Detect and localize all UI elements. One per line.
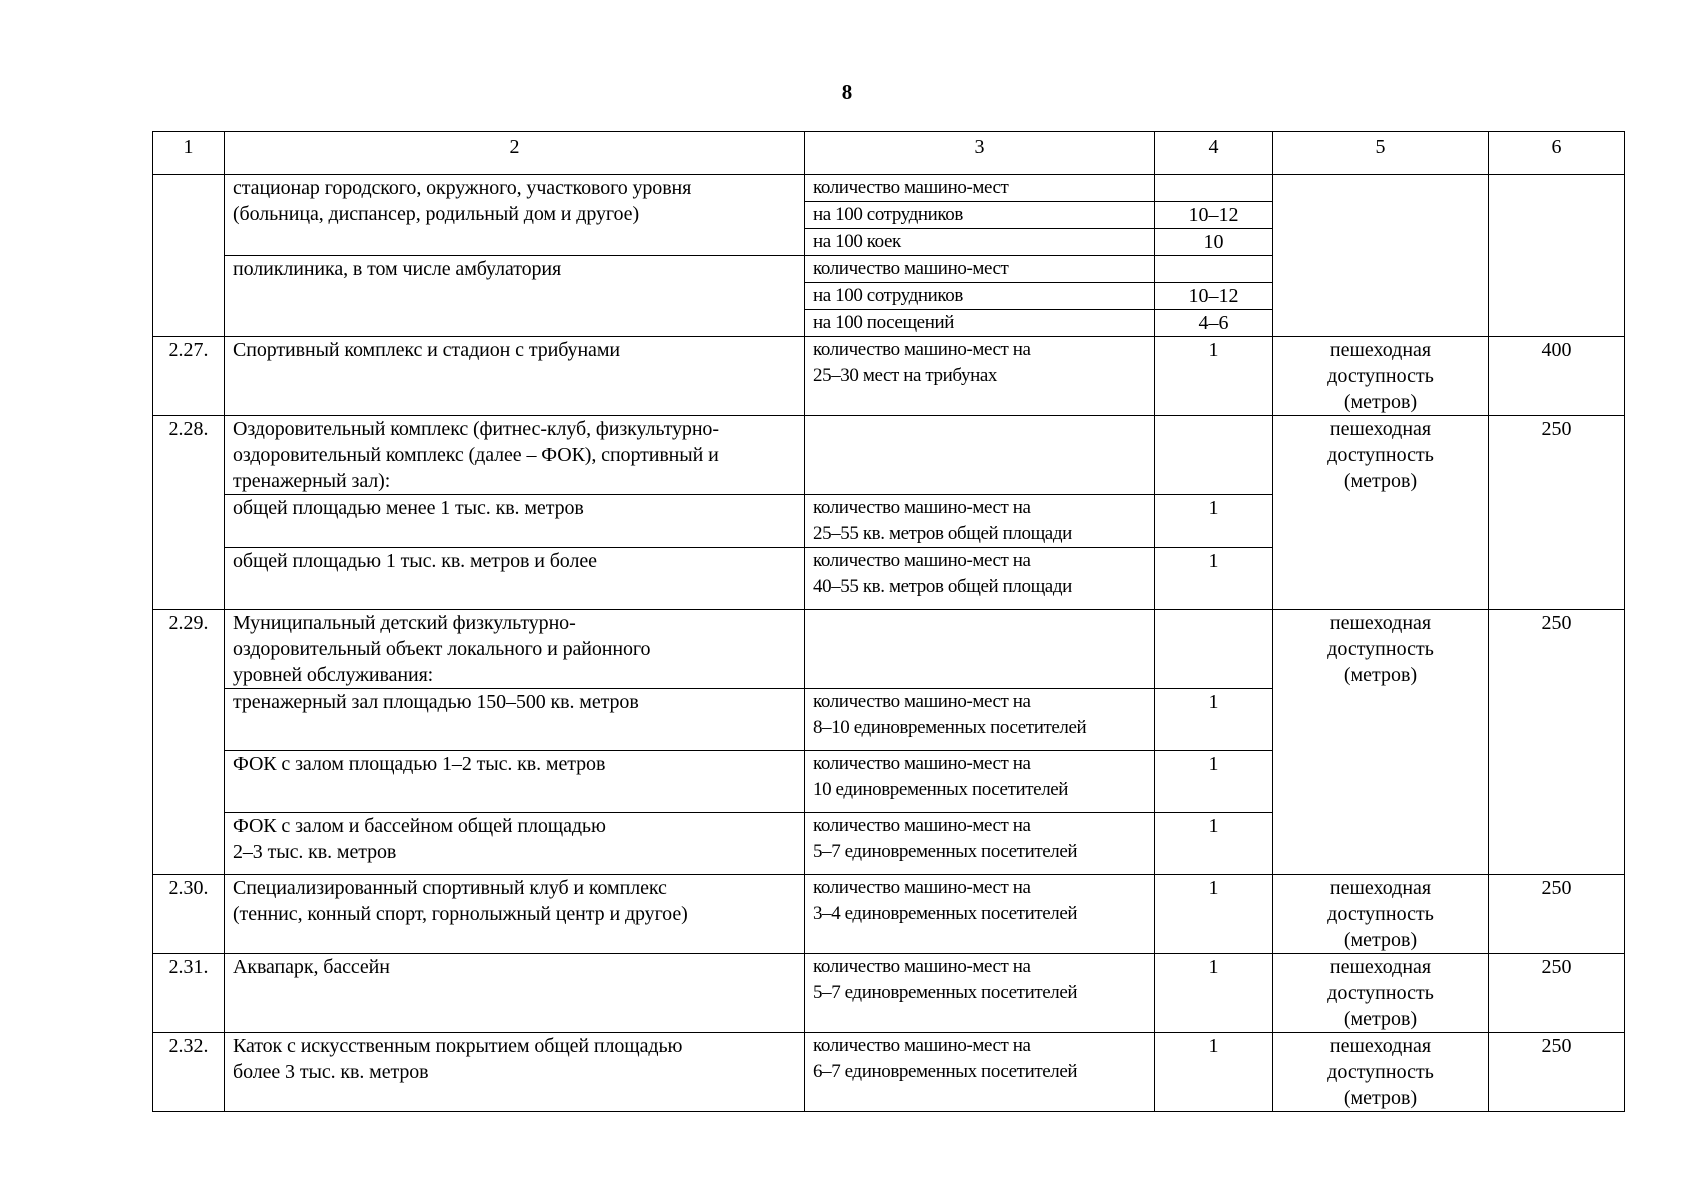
unit-cell: на 100 коек xyxy=(805,229,1155,256)
table-row xyxy=(153,610,1625,689)
access-cell: пешеходная доступность (метров) xyxy=(1273,416,1489,610)
value-cell: 10–12 xyxy=(1155,202,1273,229)
facility-name-cell: ФОК с залом площадью 1–2 тыс. кв. метров xyxy=(225,751,805,813)
value-cell xyxy=(1155,610,1273,689)
facility-name-cell: Спортивный комплекс и стадион с трибунами xyxy=(225,337,805,416)
value-cell: 1 xyxy=(1155,689,1273,751)
access-cell: пешеходная доступность (метров) xyxy=(1273,337,1489,416)
unit-cell: количество машино-мест на 5–7 единовременных посетителей xyxy=(805,954,1155,1033)
value-cell xyxy=(1155,175,1273,202)
unit-cell: количество машино-мест на 25–30 мест на трибунах xyxy=(805,337,1155,416)
unit-cell: количество машино-мест на 6–7 единовременных посетителей xyxy=(805,1033,1155,1112)
table-row xyxy=(153,954,1625,1033)
parking-norms-table xyxy=(152,131,1625,1112)
access-cell: пешеходная доступность (метров) xyxy=(1273,610,1489,875)
unit-cell: количество машино-мест на 10 единовременных посетителей xyxy=(805,751,1155,813)
value-cell: 1 xyxy=(1155,337,1273,416)
access-cell xyxy=(1273,175,1489,337)
value-cell: 1 xyxy=(1155,875,1273,954)
unit-cell: количество машино-мест на 25–55 кв. метров общей площади xyxy=(805,495,1155,548)
unit-cell: количество машино-мест xyxy=(805,256,1155,283)
access-cell: пешеходная доступность (метров) xyxy=(1273,1033,1489,1112)
access-cell: пешеходная доступность (метров) xyxy=(1273,875,1489,954)
row-number-cell: 2.28. xyxy=(153,416,225,610)
header-cell: 3 xyxy=(805,132,1155,175)
table-header-row xyxy=(153,132,1625,175)
unit-cell: количество машино-мест на 3–4 единовременных посетителей xyxy=(805,875,1155,954)
value-cell: 4–6 xyxy=(1155,310,1273,337)
row-number-cell: 2.27. xyxy=(153,337,225,416)
access-cell: пешеходная доступность (метров) xyxy=(1273,954,1489,1033)
row-number-cell: 2.32. xyxy=(153,1033,225,1112)
unit-cell: на 100 сотрудников xyxy=(805,202,1155,229)
unit-cell: на 100 сотрудников xyxy=(805,283,1155,310)
unit-cell xyxy=(805,416,1155,495)
facility-name-cell: ФОК с залом и бассейном общей площадью 2–3 тыс. кв. метров xyxy=(225,813,805,875)
facility-name-cell: тренажерный зал площадью 150–500 кв. метров xyxy=(225,689,805,751)
facility-name-cell: Муниципальный детский физкультурно- оздоровительный объект локального и районного уровней обслуживания: xyxy=(225,610,805,689)
table-row xyxy=(153,416,1625,495)
header-cell: 1 xyxy=(153,132,225,175)
header-cell: 2 xyxy=(225,132,805,175)
header-cell: 4 xyxy=(1155,132,1273,175)
table-row xyxy=(153,337,1625,416)
facility-name-cell: поликлиника, в том числе амбулатория xyxy=(225,256,805,337)
distance-cell: 250 xyxy=(1489,875,1625,954)
facility-name-cell: Оздоровительный комплекс (фитнес-клуб, физкультурно-оздоровительный комплекс (далее – ФОК), спортивный и тренажерный зал): xyxy=(225,416,805,495)
value-cell xyxy=(1155,416,1273,495)
facility-name-cell: общей площадью 1 тыс. кв. метров и более xyxy=(225,548,805,610)
distance-cell: 250 xyxy=(1489,1033,1625,1112)
value-cell: 1 xyxy=(1155,1033,1273,1112)
facility-name-cell: Специализированный спортивный клуб и комплекс (теннис, конный спорт, горнолыжный центр и другое) xyxy=(225,875,805,954)
row-number-cell: 2.31. xyxy=(153,954,225,1033)
unit-cell: количество машино-мест на 8–10 единовременных посетителей xyxy=(805,689,1155,751)
value-cell: 1 xyxy=(1155,495,1273,548)
header-cell: 5 xyxy=(1273,132,1489,175)
distance-cell: 400 xyxy=(1489,337,1625,416)
row-number-cell: 2.30. xyxy=(153,875,225,954)
distance-cell xyxy=(1489,175,1625,337)
row-number-cell xyxy=(153,175,225,337)
unit-cell: на 100 посещений xyxy=(805,310,1155,337)
value-cell: 1 xyxy=(1155,751,1273,813)
value-cell: 1 xyxy=(1155,813,1273,875)
facility-name-cell: общей площадью менее 1 тыс. кв. метров xyxy=(225,495,805,548)
facility-name-cell: Каток с искусственным покрытием общей площадью более 3 тыс. кв. метров xyxy=(225,1033,805,1112)
row-number-cell: 2.29. xyxy=(153,610,225,875)
value-cell: 10–12 xyxy=(1155,283,1273,310)
distance-cell: 250 xyxy=(1489,954,1625,1033)
table-row xyxy=(153,1033,1625,1112)
unit-cell: количество машино-мест xyxy=(805,175,1155,202)
table-row xyxy=(153,175,1625,202)
value-cell: 1 xyxy=(1155,548,1273,610)
unit-cell: количество машино-мест на 40–55 кв. метров общей площади xyxy=(805,548,1155,610)
header-cell: 6 xyxy=(1489,132,1625,175)
value-cell xyxy=(1155,256,1273,283)
value-cell: 10 xyxy=(1155,229,1273,256)
table-row xyxy=(153,875,1625,954)
facility-name-cell: Аквапарк, бассейн xyxy=(225,954,805,1033)
distance-cell: 250 xyxy=(1489,610,1625,875)
page-number: 8 xyxy=(841,80,853,104)
facility-name-cell: стационар городского, окружного, участкового уровня (больница, диспансер, родильный дом и другое) xyxy=(225,175,805,256)
value-cell: 1 xyxy=(1155,954,1273,1033)
unit-cell xyxy=(805,610,1155,689)
distance-cell: 250 xyxy=(1489,416,1625,610)
unit-cell: количество машино-мест на 5–7 единовременных посетителей xyxy=(805,813,1155,875)
